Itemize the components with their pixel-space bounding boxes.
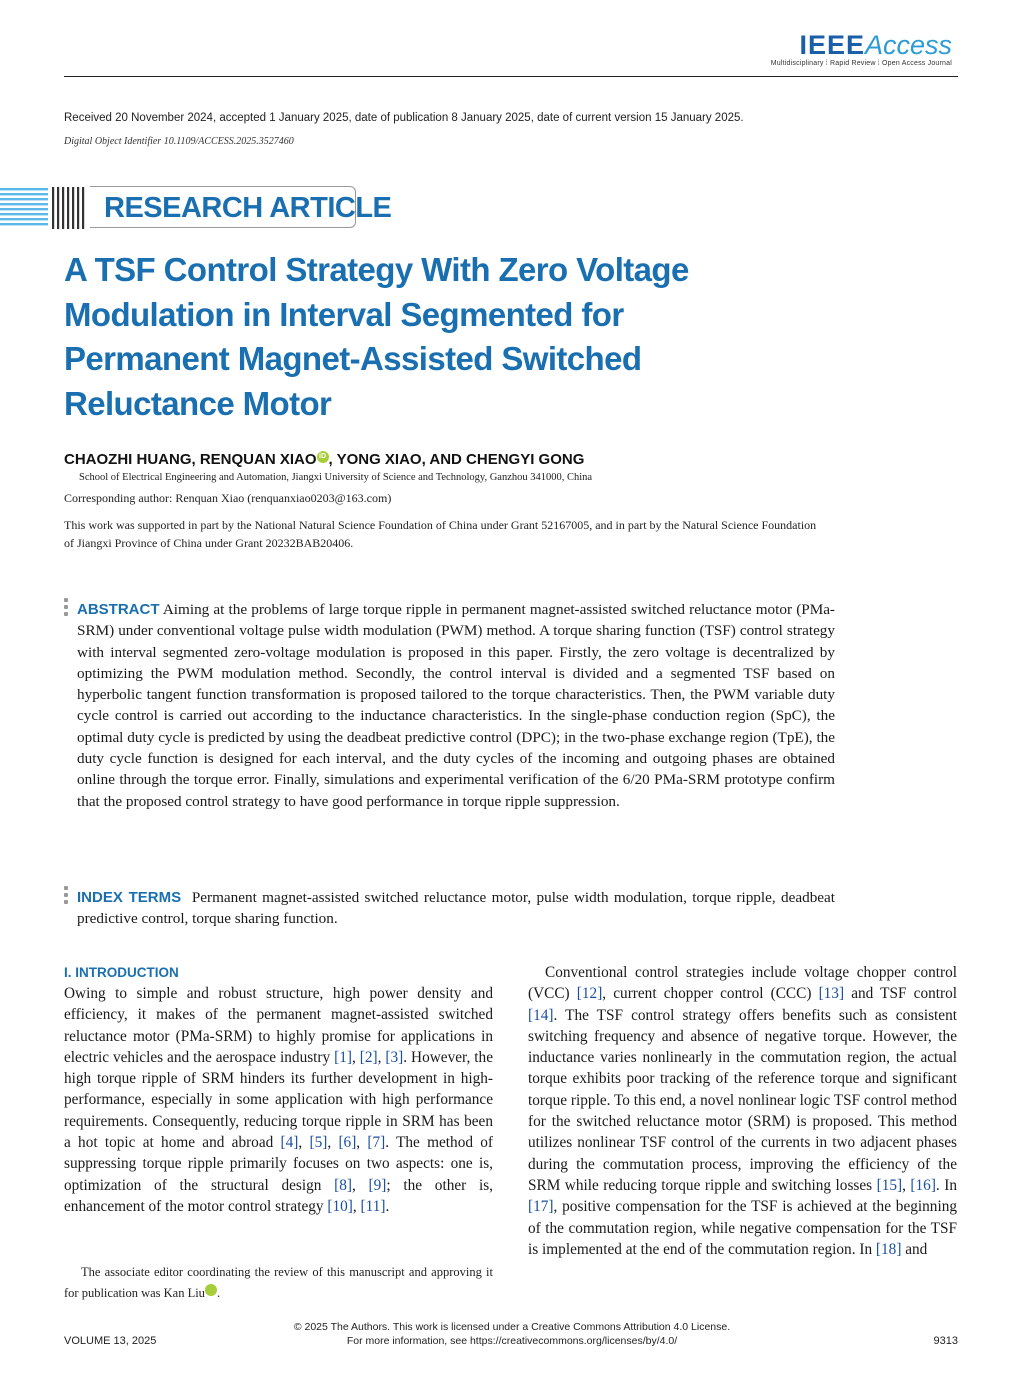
footnote-text: The associate editor coordinating the review of this manuscript and approving it for publication was Kan Liu: [64, 1265, 493, 1300]
funding-note: This work was supported in part by the National Natural Science Foundation of China under Grant 52167005, and in part by the Natural Science Foundation of Jiangxi Province of China under Grant 20232BAB20406.: [64, 518, 817, 550]
authors-part1: CHAOZHI HUANG, RENQUAN XIAO: [64, 451, 317, 468]
body-text: Conventional control strategies include voltage chopper control (VCC): [528, 964, 957, 1003]
abstract-label: ABSTRACT: [77, 601, 160, 618]
intro-text: ; the other is, enhancement of the motor control strategy: [64, 1176, 493, 1215]
citation-link[interactable]: [2]: [359, 1048, 378, 1066]
intro-text: Owing to simple and robust structure, high power density and efficiency, it makes of the permanent magnet-assisted switched reluctance motor (PMa-SRM) to highly promise for applications in electric vehicles and the aerospace industry: [64, 985, 493, 1066]
section-heading-introduction: I. INTRODUCTION: [64, 965, 179, 980]
volume-label: VOLUME 13, 2025: [64, 1335, 157, 1347]
index-terms-label: INDEX TERMS: [77, 889, 182, 906]
intro-text: .: [385, 1197, 390, 1215]
citation-link[interactable]: [16]: [910, 1176, 936, 1194]
body-text: , positive compensation for the TSF is achieved at the beginning of the commutation region, while negative compensation for the TSF is implemented at the end of the commutation region. In: [528, 1198, 957, 1258]
affiliation: School of Electrical Engineering and Automation, Jiangxi University of Science and Technology, Ganzhou 341000, China: [79, 472, 593, 483]
index-terms: [77, 887, 835, 930]
index-dots-icon: [64, 886, 69, 907]
citation-link[interactable]: [3]: [385, 1048, 404, 1066]
doi: Digital Object Identifier 10.1109/ACCESS.2025.3527460: [64, 136, 294, 147]
orcid-icon[interactable]: iD: [205, 1284, 217, 1296]
authors-part2: , YONG XIAO, AND CHENGYI GONG: [328, 451, 585, 468]
citation-link[interactable]: [11]: [360, 1197, 386, 1215]
body-text: and TSF control: [844, 985, 957, 1003]
body-text: . The TSF control strategy offers benefits such as consistent switching frequency and absence of negative torque. However, the inductance varies nonlinearly in the commutation region, the actual torque exhibits poor tracking of the reference torque and significant torque ripple. To this end, a novel nonlinear logic TSF control method for the switched reluctance motor (SRM) is proposed. This method utilizes nonlinear TSF control of the currents in two adjacent phases during the commutation process, improving the efficiency of the SRM while reducing torque ripple and switching losses: [528, 1006, 957, 1194]
brand-access: Access: [864, 30, 952, 60]
journal-logo: [771, 30, 952, 67]
article-type-label: RESEARCH ARTICLE: [104, 192, 392, 224]
citation-link[interactable]: [10]: [327, 1197, 353, 1215]
citation-link[interactable]: [17]: [528, 1198, 554, 1216]
citation-link[interactable]: [9]: [368, 1176, 387, 1194]
editor-footnote: [64, 1262, 493, 1304]
index-terms-text: Permanent magnet-assisted switched reluctance motor, pulse width modulation, torque ripple, deadbeat predictive control, torque sharing function.: [77, 889, 835, 928]
intro-paragraph: Owing to simple and robust structure, high power density and efficiency, it makes of the permanent magnet-assisted switched reluctance motor (PMa-SRM) to highly promise for applications in electric vehicles and the aerospace industry [1], [2], [3]. However, the high torque ripple of SRM hinders its further development in high-performance, especially in some application with high performance requirements. Consequently, reducing torque ripple in SRM has been a hot topic at home and abroad [4], [5], [6], [7]. The method of suppressing torque ripple primarily focuses on two aspects: one is, optimization of the structural design [8], [9]; the other is, enhancement of the motor control strategy [10], [11].: [64, 985, 494, 1215]
paper-title: A TSF Control Strategy With Zero Voltage Modulation in Interval Segmented for Permanent Magnet-Assisted Switched Reluctance Motor: [64, 251, 689, 422]
citation-link[interactable]: [15]: [876, 1176, 903, 1194]
citation-link[interactable]: [13]: [818, 985, 845, 1003]
footnote-end: .: [216, 1286, 221, 1300]
citation-link[interactable]: [7]: [367, 1134, 386, 1152]
brand-tagline: Multidisciplinary ⁞ Rapid Review ⁞ Open Access Journal: [770, 60, 952, 67]
right-column: Conventional control strategies include voltage chopper control (VCC) [12], current chopper control (CCC) [13] and TSF control [14]. The TSF control strategy offers benefits such as consistent switching frequency and absence of negative torque. However, the inductance varies nonlinearly in the commutation region, the actual torque exhibits poor tracking of the reference torque and significant torque ripple. To this end, a novel nonlinear logic TSF control method for the switched reluctance motor (SRM) is proposed. This method utilizes nonlinear TSF control of the currents in two adjacent phases during the commutation process, improving the efficiency of the SRM while reducing torque ripple and switching losses [15], [16]. In [17], positive compensation for the TSF is achieved at the beginning of the commutation region, while negative compensation for the TSF is implemented at the end of the commutation region. In [18] and: [528, 964, 957, 1258]
body-text: . In: [935, 1176, 957, 1194]
citation-link[interactable]: [18]: [875, 1240, 902, 1258]
left-column: [64, 962, 493, 1217]
abstract: [77, 599, 835, 812]
citation-link[interactable]: [1]: [334, 1048, 352, 1066]
brand-ieee: IEEE: [799, 30, 865, 60]
abstract-text: Aiming at the problems of large torque ripple in permanent magnet-assisted switched reluctance motor (PMa-SRM) under conventional voltage pulse width modulation (PWM) method. A torque sharing function (TSF) control strategy with interval segmented zero-voltage modulation is proposed in this paper. Firstly, the zero voltage is decentralized by optimizing the PWM modulation method. Secondly, the control interval is divided and a segmented TSF based on hyperbolic tangent function transformation is proposed tailored to the torque characteristics. Then, the PWM variable duty cycle control is carried out according to the inductance characteristics. In the single-phase conduction region (SpC), the optimal duty cycle is predicted by using the deadbeat predictive control (DPC); in the two-phase exchange region (TpE), the duty cycle function is designed for each interval, and the duty cycles of the incoming and outgoing phases are obtained online through the torque error. Finally, simulations and experimental verification of the 6/20 PMa-SRM prototype confirm that the proposed control strategy to have good performance in torque ripple suppression.: [77, 601, 835, 810]
license-line-2[interactable]: For more information, see https://creativecommons.org/licenses/by/4.0/: [346, 1335, 678, 1347]
orcid-icon[interactable]: iD: [317, 451, 329, 463]
body-text: , current chopper control (CCC): [602, 985, 819, 1003]
banner-stripes-icon: [0, 186, 86, 230]
citation-link[interactable]: [14]: [528, 1006, 554, 1024]
received-dates: Received 20 November 2024, accepted 1 January 2025, date of publication 8 January 2025, date of current version 15 January 2025.: [64, 112, 744, 124]
author-list: [64, 451, 584, 468]
citation-link[interactable]: [8]: [334, 1176, 352, 1194]
citation-link[interactable]: [6]: [338, 1134, 357, 1152]
citation-link[interactable]: [5]: [309, 1134, 328, 1152]
header-rule: [64, 76, 958, 77]
corresponding-author: Corresponding author: Renquan Xiao (renquanxiao0203@163.com): [64, 491, 392, 505]
page-number: 9313: [933, 1335, 958, 1347]
body-text: and: [901, 1240, 928, 1258]
license-line-1: © 2025 The Authors. This work is licensed under a Creative Commons Attribution 4.0 License.: [293, 1321, 731, 1333]
abstract-dots-icon: [64, 598, 69, 619]
intro-text: . The method of suppressing torque ripple primarily focuses on two aspects: one is, optimization of the structural design: [64, 1134, 494, 1194]
intro-text: . However, the high torque ripple of SRM hinders its further development in high-performance, especially in some application with high performance requirements. Consequently, reducing torque ripple in SRM has been a hot topic at home and abroad: [64, 1048, 493, 1152]
citation-link[interactable]: [12]: [576, 985, 603, 1003]
citation-link[interactable]: [4]: [280, 1134, 299, 1152]
